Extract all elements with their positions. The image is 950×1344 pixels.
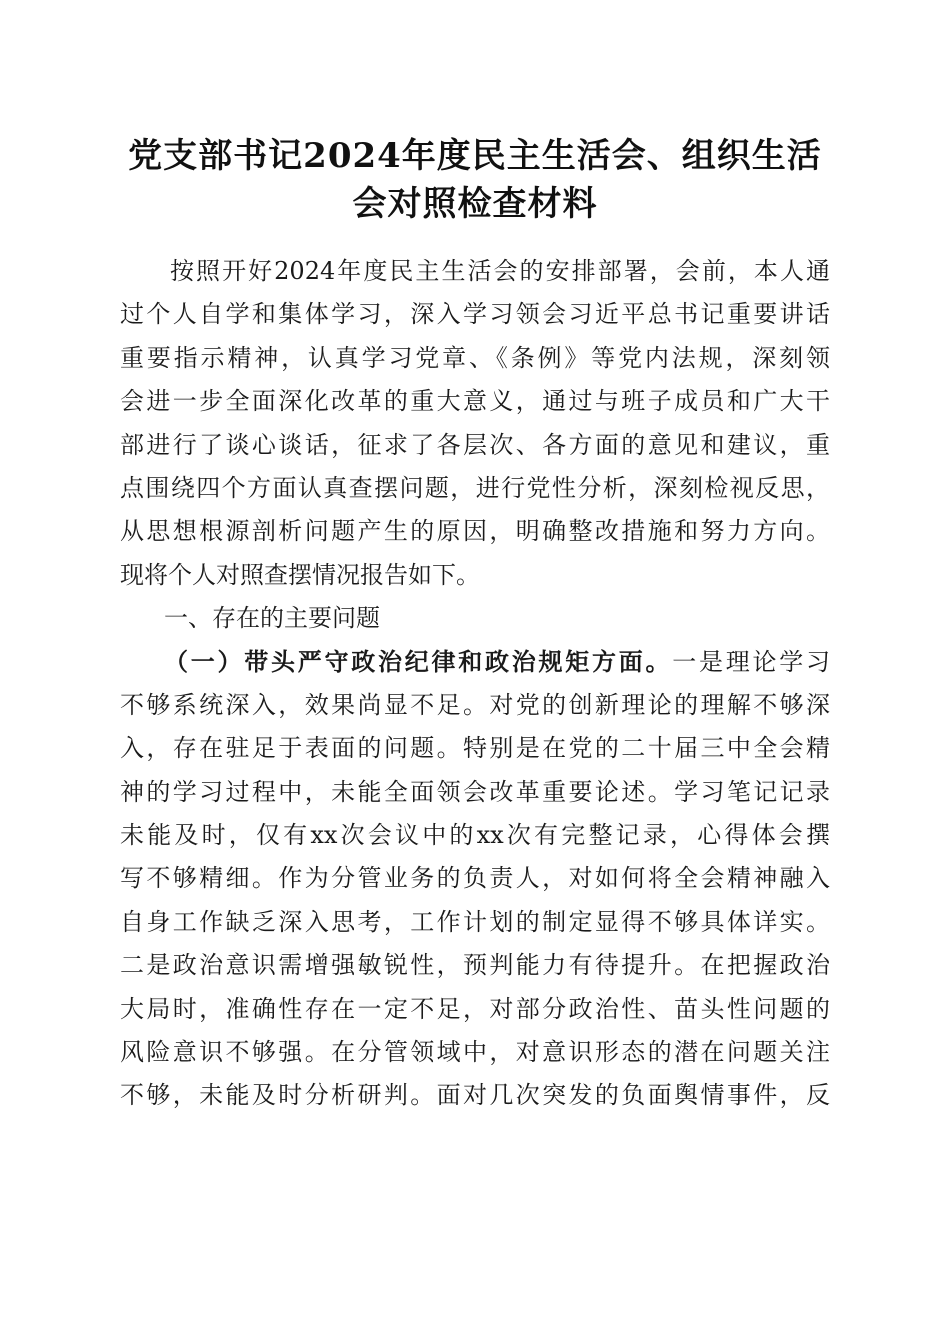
title-line-2: 会对照检查材料 [352, 184, 598, 224]
paragraph-line: 重要指示精神，认真学习党章、《条例》等党内法规，深刻领 [120, 343, 830, 372]
paragraph-line: 点围绕四个方面认真查摆问题，进行党性分析，深刻检视反思， [120, 473, 830, 502]
paragraph-line: 自身工作缺乏深入思考，工作计划的制定显得不够具体详实。 [120, 907, 830, 936]
paragraph-line: 从思想根源剖析问题产生的原因，明确整改措施和努力方向。 [120, 517, 830, 546]
paragraph-line: 不够系统深入，效果尚显不足。对党的创新理论的理解不够深 [120, 690, 830, 719]
paragraph-line [120, 641, 830, 684]
paragraph-line: 会进一步全面深化改革的重大意义，通过与班子成员和广大干 [120, 387, 830, 416]
paragraph-line: 二是政治意识需增强敏锐性，预判能力有待提升。在把握政治 [120, 951, 830, 980]
paragraph-line: 现将个人对照查摆情况报告如下。 [120, 560, 480, 589]
paragraph-line: 部进行了谈心谈话，征求了各层次、各方面的意见和建议，重 [120, 430, 830, 459]
document-body [120, 250, 830, 1118]
paragraph-line: 入，存在驻足于表面的问题。特别是在党的二十届三中全会精 [120, 734, 830, 763]
title-line-1: 党支部书记2024年度民主生活会、组织生活 [128, 136, 822, 176]
paragraph-line: 不够，未能及时分析研判。面对几次突发的负面舆情事件，反 [120, 1081, 830, 1110]
paragraph-line: 风险意识不够强。在分管领域中，对意识形态的潜在问题关注 [120, 1038, 830, 1067]
paragraph-line: 神的学习过程中，未能全面领会改革重要论述。学习笔记记录 [120, 777, 830, 806]
subsection-lead-tail: 一是理论学习 [672, 647, 830, 676]
subsection-paragraph [120, 641, 830, 1118]
document-title [80, 132, 870, 228]
paragraph-line: 未能及时，仅有xx次会议中的xx次有完整记录，心得体会撰 [120, 821, 830, 850]
intro-paragraph [120, 250, 830, 597]
paragraph-line: 过个人自学和集体学习，深入学习领会习近平总书记重要讲话 [120, 300, 830, 329]
section-heading: 一、存在的主要问题 [164, 604, 380, 633]
paragraph-line: 按照开好2024年度民主生活会的安排部署，会前，本人通 [170, 257, 830, 285]
paragraph-line: 写不够精细。作为分管业务的负责人，对如何将全会精神融入 [120, 864, 830, 893]
paragraph-line: 大局时，准确性存在一定不足，对部分政治性、苗头性问题的 [120, 994, 830, 1023]
subsection-heading: （一）带头严守政治纪律和政治规矩方面。 [164, 647, 673, 676]
